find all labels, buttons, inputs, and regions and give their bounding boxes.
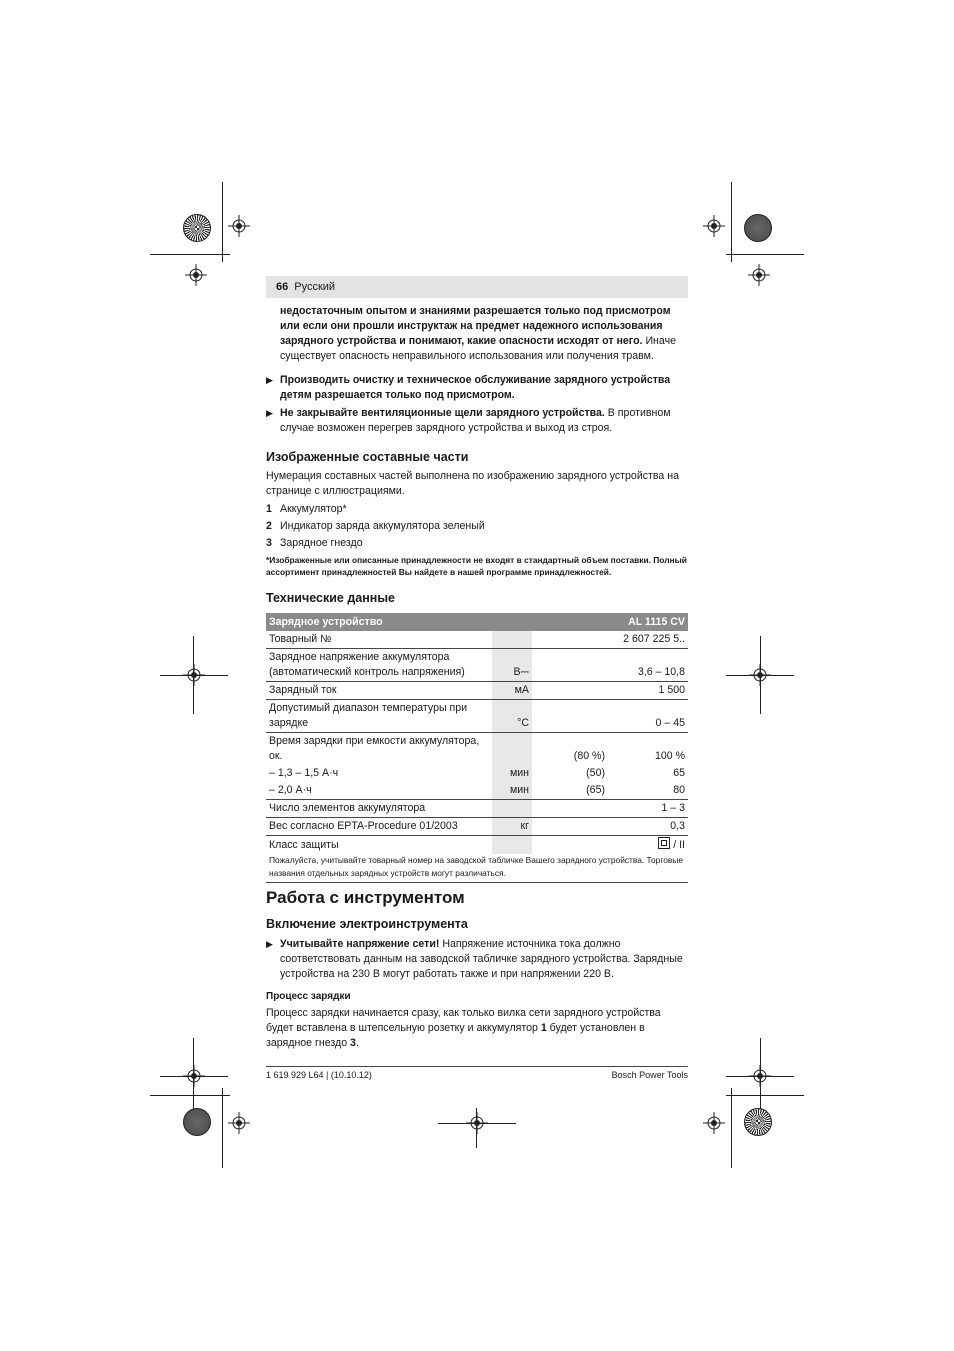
accessories-footnote: *Изображенные или описанные принадлежности не входят в стандартный объем поставки. Полный ассортимент принадлежностей Вы найдете в нашей программе принадлежностей. <box>266 555 687 577</box>
table-row: Число элементов аккумулятора 1 – 3 <box>266 800 688 818</box>
list-item: 1 Аккумулятор* <box>266 503 347 515</box>
crop-mark <box>726 1095 804 1096</box>
registration-target-icon <box>703 215 725 237</box>
bullet-arrow-icon: ▶ <box>266 939 273 949</box>
registration-target-icon <box>183 1065 205 1087</box>
table-row: Зарядный ток мА 1 500 <box>266 682 688 700</box>
list-item: 3 Зарядное гнездо <box>266 537 363 549</box>
tech-data-table <box>266 613 688 854</box>
registration-rosette-icon <box>744 214 772 242</box>
crop-mark <box>731 182 732 262</box>
table-row: – 1,3 – 1,5 А·ч мин (50) 65 <box>266 765 688 782</box>
registration-target-icon <box>749 1065 771 1087</box>
registration-rosette-icon <box>183 1108 211 1136</box>
components-intro: Нумерация составных частей выполнена по изображению зарядного устройства на странице с иллюстрациями. <box>266 470 679 497</box>
registration-target-icon <box>748 264 770 286</box>
protection-class-icon <box>658 837 670 849</box>
table-row: Вес согласно EPTA-Procedure 01/2003 кг 0,3 <box>266 818 688 836</box>
registration-target-icon <box>466 1112 488 1134</box>
process-paragraph: Процесс зарядки начинается сразу, как только вилка сети зарядного устройства будет вставлена в штепсельную розетку и аккумулятор 1 будет установлен в зарядное гнездо 3. <box>266 1007 661 1049</box>
page-number: 66 <box>276 281 289 293</box>
crop-mark <box>726 254 804 255</box>
page-language: Русский <box>294 281 336 293</box>
table-row: Допустимый диапазон температуры при зарядке °C 0 – 45 <box>266 700 688 733</box>
intro-paragraph: недостаточным опытом и знаниями разрешается только под присмотром или если они прошли инструктаж на предмет надежного использования зарядного устройства и понимают, какие опасности исходят от него. Иначе существует опасность неправильного использования или получения травм. <box>280 305 676 362</box>
crop-mark <box>222 1088 223 1168</box>
crop-mark <box>150 254 230 255</box>
table-row: Класс защиты / II <box>266 836 688 855</box>
registration-target-icon <box>228 1112 250 1134</box>
list-item: 2 Индикатор заряда аккумулятора зеленый <box>266 520 485 532</box>
table-row: Товарный № 2 607 225 5.. <box>266 631 688 649</box>
crop-mark <box>150 1095 230 1096</box>
table-row: Время зарядки при емкости аккумулятора, ок. (80 %) 100 % <box>266 733 688 766</box>
table-row: – 2,0 А·ч мин (65) 80 <box>266 782 688 800</box>
bullet-arrow-icon: ▶ <box>266 375 273 385</box>
registration-rosette-icon <box>744 1108 772 1136</box>
table-row: Зарядное напряжение аккумулятора (автоматический контроль напряжения) В⎓ 3,6 – 10,8 <box>266 649 688 682</box>
table-note: Пожалуйста, учитывайте товарный номер на заводской табличке Вашего зарядного устройства. Торговые названия отдельных зарядных устройств могут различаться. <box>266 854 688 883</box>
registration-rosette-icon <box>183 214 211 242</box>
tech-data-title: Технические данные <box>266 591 395 605</box>
page-header <box>266 276 688 298</box>
footer-doc-id: 1 619 929 L64 | (10.10.12) <box>266 1070 372 1080</box>
footer-brand: Bosch Power Tools <box>611 1070 688 1080</box>
safety-bullet: ▶ Учитывайте напряжение сети! Напряжение источника тока должно соответствовать данным на заводской табличке зарядного устройства. Зарядные устройства на 230 В могут работать также и при напряжении 220 В. <box>266 938 683 980</box>
section-title: Работа с инструментом <box>266 888 465 907</box>
registration-target-icon <box>228 215 250 237</box>
safety-bullet: ▶ Не закрывайте вентиляционные щели зарядного устройства. В противном случае возможен перегрев зарядного устройства и выход из строя. <box>266 407 671 434</box>
registration-target-icon <box>749 664 771 686</box>
crop-mark <box>222 182 223 262</box>
components-title: Изображенные составные части <box>266 450 469 464</box>
bullet-arrow-icon: ▶ <box>266 408 273 418</box>
crop-mark <box>731 1088 732 1168</box>
safety-bullet: ▶ Производить очистку и техническое обслуживание зарядного устройства детям разрешается только под присмотром. <box>266 374 671 401</box>
registration-target-icon <box>183 664 205 686</box>
process-title: Процесс зарядки <box>266 991 351 1002</box>
page-footer <box>266 1066 688 1080</box>
page-content <box>266 304 688 1051</box>
subsection-title: Включение электроинструмента <box>266 917 468 931</box>
registration-target-icon <box>185 264 207 286</box>
table-header-row: Зарядное устройство AL 1115 CV <box>266 613 688 631</box>
registration-target-icon <box>703 1112 725 1134</box>
